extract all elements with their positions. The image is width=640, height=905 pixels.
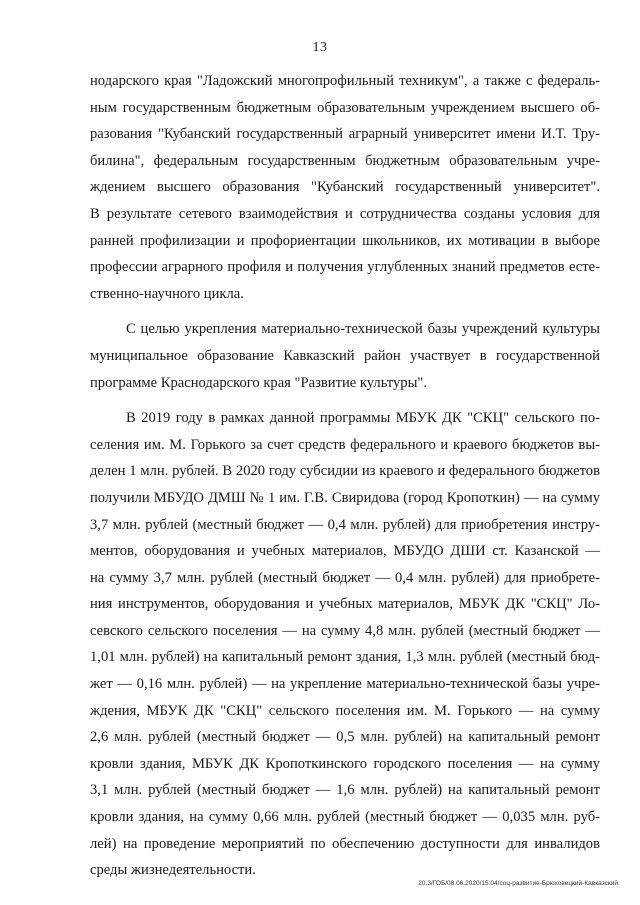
text-line: В результате сетевого взаимодействия и сотрудничества созданы условия для — [90, 205, 600, 222]
footer-document-code: 20.3/ГОБ/08.06.2020/15:04/соц-развитие-Брюховецкий-Кавказский — [418, 880, 618, 887]
text-line: ждением высшего образования "Кубанский государственный университет". — [90, 179, 600, 196]
paragraph-1 — [90, 68, 600, 307]
text-line: ния инструментов, оборудования и учебных материалов, МБУК ДК "СКЦ" Ло- — [90, 596, 600, 613]
text-line: ждения, МБУК ДК "СКЦ" сельского поселения им. М. Горького — на сумму — [90, 702, 600, 719]
paragraph-2 — [90, 316, 600, 396]
text-line: ранней профилизации и профориентации школьников, их мотивации в выборе — [90, 232, 600, 249]
text-line: ментов, оборудования и учебных материалов, МБУДО ДШИ ст. Казанской — — [90, 543, 600, 560]
text-line: среды жизнедеятельности. — [90, 862, 256, 879]
text-line: селения им. М. Горького за счет средств федерального и краевого бюджетов вы- — [90, 436, 600, 453]
text-line: билина", федеральным государственным бюджетным образовательным учре- — [90, 152, 600, 169]
text-line: ственно-научного цикла. — [90, 285, 244, 302]
text-line: кровли здания, МБУК ДК Кропоткинского городского поселения — на сумму — [90, 755, 600, 772]
text-line: разования "Кубанский государственный аграрный университет имени И.Т. Тру- — [90, 126, 600, 143]
paragraph-3 — [90, 405, 600, 884]
text-line: кровли здания, на сумму 0,66 млн. рублей (местный бюджет — 0,035 млн. руб- — [90, 809, 600, 826]
text-line: нодарского края "Ладожский многопрофильный техникум", а также с федераль- — [90, 73, 600, 89]
text-line: севского сельского поселения — на сумму 4,8 млн. рублей (местный бюджет — — [90, 622, 600, 639]
text-line: получили МБУДО ДМШ № 1 им. Г.В. Свиридова (город Кропоткин) — на сумму — [90, 489, 600, 506]
text-line: 1,01 млн. рублей) на капитальный ремонт здания, 1,3 млн. рублей (местный бюд- — [90, 649, 600, 666]
page-number: 13 — [312, 40, 328, 55]
text-line: 3,1 млн. рублей (местный бюджет — 1,6 млн. рублей) на капитальный ремонт — [90, 782, 600, 799]
text-line: 3,7 млн. рублей (местный бюджет — 0,4 млн. рублей) для приобретения инстру- — [90, 516, 600, 533]
text-line: программе Краснодарского края "Развитие культуры". — [90, 374, 427, 391]
text-line: лей) на проведение мероприятий по обеспечению доступности для инвалидов — [90, 835, 600, 852]
text-line: ным государственным бюджетным образовательным учреждением высшего об- — [90, 99, 600, 116]
text-line: жет — 0,16 млн. рублей) — на укрепление материально-технической базы учре- — [90, 676, 600, 693]
text-line: 2,6 млн. рублей (местный бюджет — 0,5 млн. рублей) на капитальный ремонт — [90, 729, 600, 746]
document-body — [90, 68, 600, 884]
text-line: делен 1 млн. рублей. В 2020 году субсидии из краевого и федерального бюджетов — [90, 463, 600, 480]
text-line: муниципальное образование Кавказский район участвует в государственной — [90, 347, 600, 364]
text-line: профессии аграрного профиля и получения углубленных знаний предметов есте- — [90, 259, 600, 276]
text-line: на сумму 3,7 млн. рублей (местный бюджет — 0,4 млн. рублей) для приобрете- — [90, 569, 600, 586]
text-line: В 2019 году в рамках данной программы МБУК ДК "СКЦ" сельского по- — [126, 410, 600, 427]
text-line: С целью укрепления материально-технической базы учреждений культуры — [126, 321, 600, 338]
